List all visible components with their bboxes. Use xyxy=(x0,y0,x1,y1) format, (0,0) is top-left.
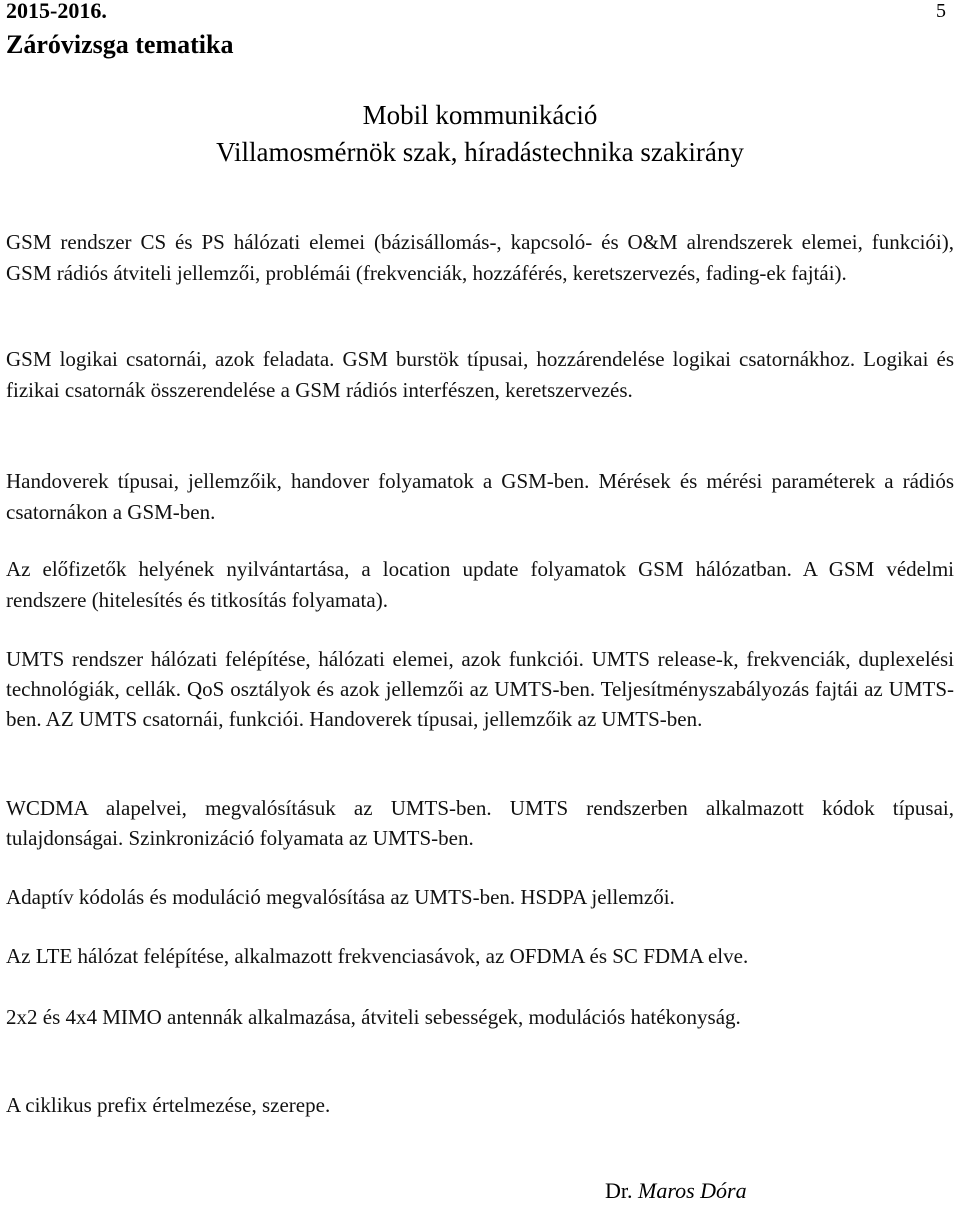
topic-paragraph-5: UMTS rendszer hálózati felépítése, hálózati elemei, azok funkciói. UMTS release-k, frekvenciák, duplexelési technológiák, cellák. QoS osztályok és azok jellemzői az UMTS-ben. Teljesítményszabályozás fajtái az UMTS-ben. AZ UMTS csatornái, funkciói. Handoverek típusai, jellemzőik az UMTS-ben. xyxy=(6,647,954,731)
page-number: 5 xyxy=(936,0,946,22)
signature-name: Maros Dóra xyxy=(638,1178,747,1203)
topic-paragraph-7: Adaptív kódolás és moduláció megvalósítása az UMTS-ben. HSDPA jellemzői. xyxy=(6,885,675,909)
topic-paragraph-4: Az előfizetők helyének nyilvántartása, a location update folyamatok GSM hálózatban. A GSM védelmi rendszere (hitelesítés és titkosítás folyamata). xyxy=(6,557,954,612)
signature xyxy=(605,1177,747,1205)
signature-prefix: Dr. xyxy=(605,1178,633,1203)
program-subtitle: Villamosmérnök szak, híradástechnika szakirány xyxy=(216,137,744,167)
topic-paragraph-6: WCDMA alapelvei, megvalósításuk az UMTS-ben. UMTS rendszerben alkalmazott kódok típusai, tulajdonságai. Szinkronizáció folyamata az UMTS-ben. xyxy=(6,796,954,850)
topic-paragraph-9: 2x2 és 4x4 MIMO antennák alkalmazása, átviteli sebességek, modulációs hatékonyság. xyxy=(6,1005,741,1029)
subject-title: Mobil kommunikáció xyxy=(362,100,598,130)
topic-paragraph-3: Handoverek típusai, jellemzőik, handover folyamatok a GSM-ben. Mérések és mérési paraméterek a rádiós csatornákon a GSM-ben. xyxy=(6,469,954,524)
topic-paragraph-8: Az LTE hálózat felépítése, alkalmazott frekvenciasávok, az OFDMA és SC FDMA elve. xyxy=(6,944,749,968)
topic-paragraph-1: GSM rendszer CS és PS hálózati elemei (bázisállomás-, kapcsoló- és O&M alrendszerek elemei, funkciói), GSM rádiós átviteli jellemzői, problémái (frekvenciák, hozzáférés, keretszervezés, fading-ek fajtái). xyxy=(6,230,954,285)
topic-paragraph-10: A ciklikus prefix értelmezése, szerepe. xyxy=(6,1093,331,1117)
topic-paragraph-2: GSM logikai csatornái, azok feladata. GSM burstök típusai, hozzárendelése logikai csatornákhoz. Logikai és fizikai csatornák összerendelése a GSM rádiós interfészen, keretszervezés. xyxy=(6,347,954,402)
school-year: 2015-2016. xyxy=(6,0,107,23)
document-title: Záróvizsga tematika xyxy=(6,30,234,59)
